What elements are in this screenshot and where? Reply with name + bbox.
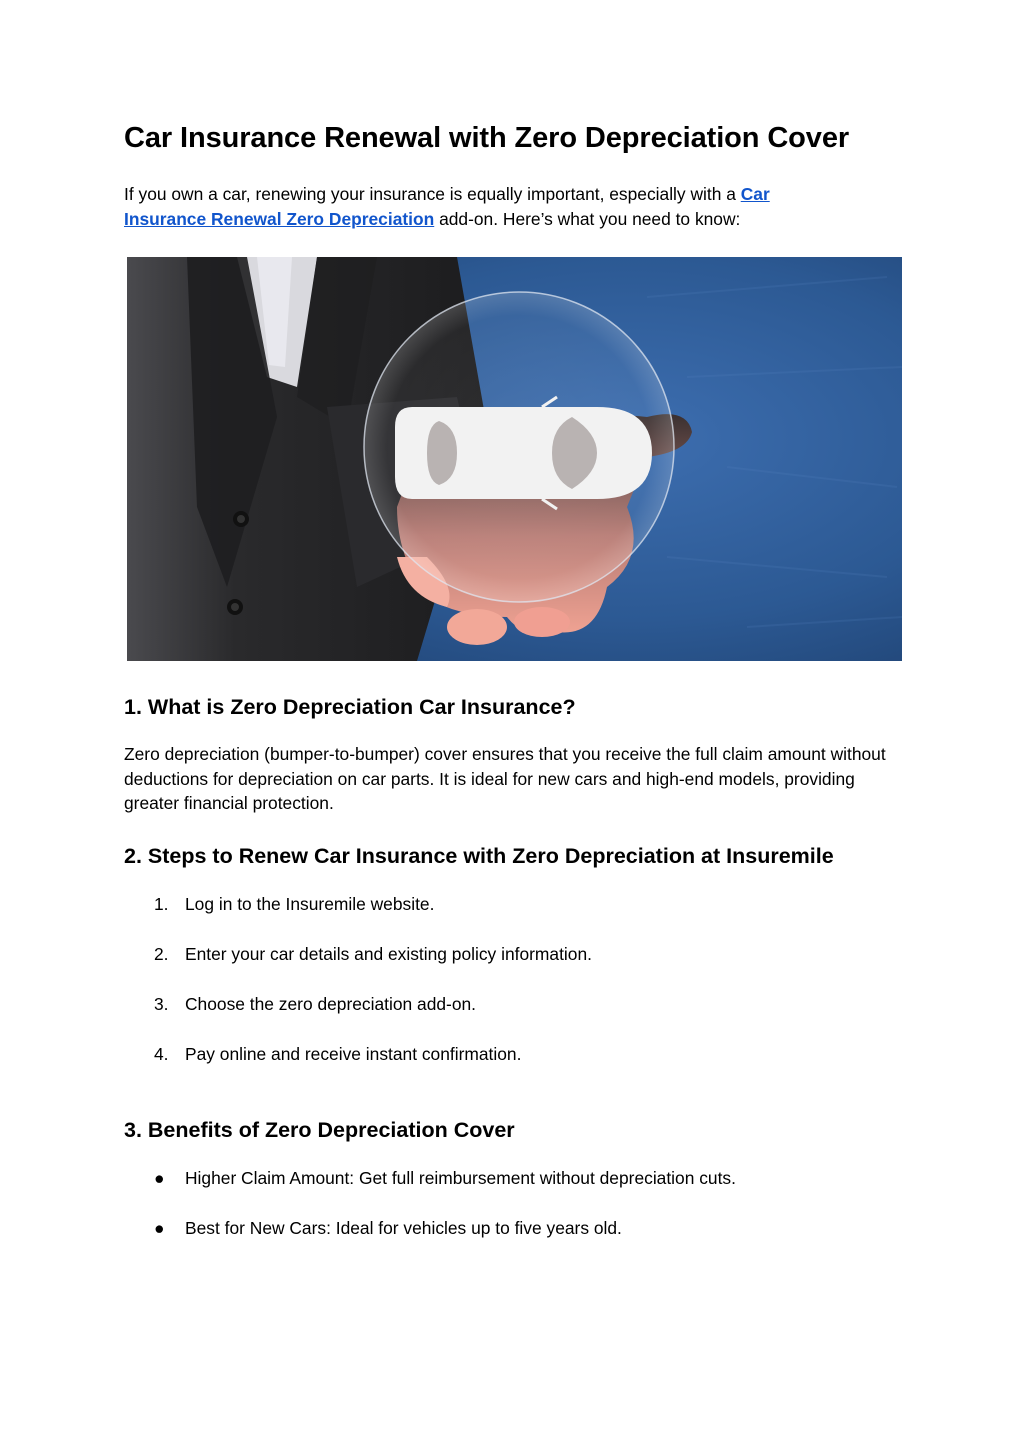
bullet-marker: ● (154, 1218, 165, 1238)
step-text: Enter your car details and existing policy information. (185, 944, 592, 964)
step-number: 4. (154, 1044, 169, 1064)
zero-depreciation-link[interactable]: Car Insurance Renewal Zero Depreciation (124, 184, 770, 229)
intro-text-before: If you own a car, renewing your insurance is equally important, especially with a (124, 184, 741, 204)
bullet-marker: ● (154, 1168, 165, 1188)
step-text: Pay online and receive instant confirmation. (185, 1044, 522, 1064)
benefit-text: Higher Claim Amount: Get full reimbursement without depreciation cuts. (185, 1168, 736, 1188)
page-title: Car Insurance Renewal with Zero Depreciation Cover (124, 122, 850, 154)
section-1-heading: 1. What is Zero Depreciation Car Insurance? (124, 695, 576, 719)
intro-text-after: add-on. Here’s what you need to know: (434, 208, 741, 229)
step-text: Choose the zero depreciation add-on. (185, 994, 477, 1014)
section-2-heading: 2. Steps to Renew Car Insurance with Zero Depreciation at Insuremile (124, 844, 834, 868)
step-number: 1. (154, 894, 169, 914)
hero-image (127, 257, 902, 661)
step-number: 3. (154, 994, 169, 1014)
intro-paragraph (124, 182, 844, 231)
step-number: 2. (154, 944, 169, 964)
section-3-heading: 3. Benefits of Zero Depreciation Cover (124, 1118, 515, 1142)
step-text: Log in to the Insuremile website. (185, 894, 435, 914)
benefit-text: Best for New Cars: Ideal for vehicles up to five years old. (185, 1218, 622, 1238)
section-1-body: Zero depreciation (bumper-to-bumper) cover ensures that you receive the full claim amount without deductions for depreciation on car parts. It is ideal for new cars and high-end models, providing greater financial protection. (124, 744, 886, 813)
